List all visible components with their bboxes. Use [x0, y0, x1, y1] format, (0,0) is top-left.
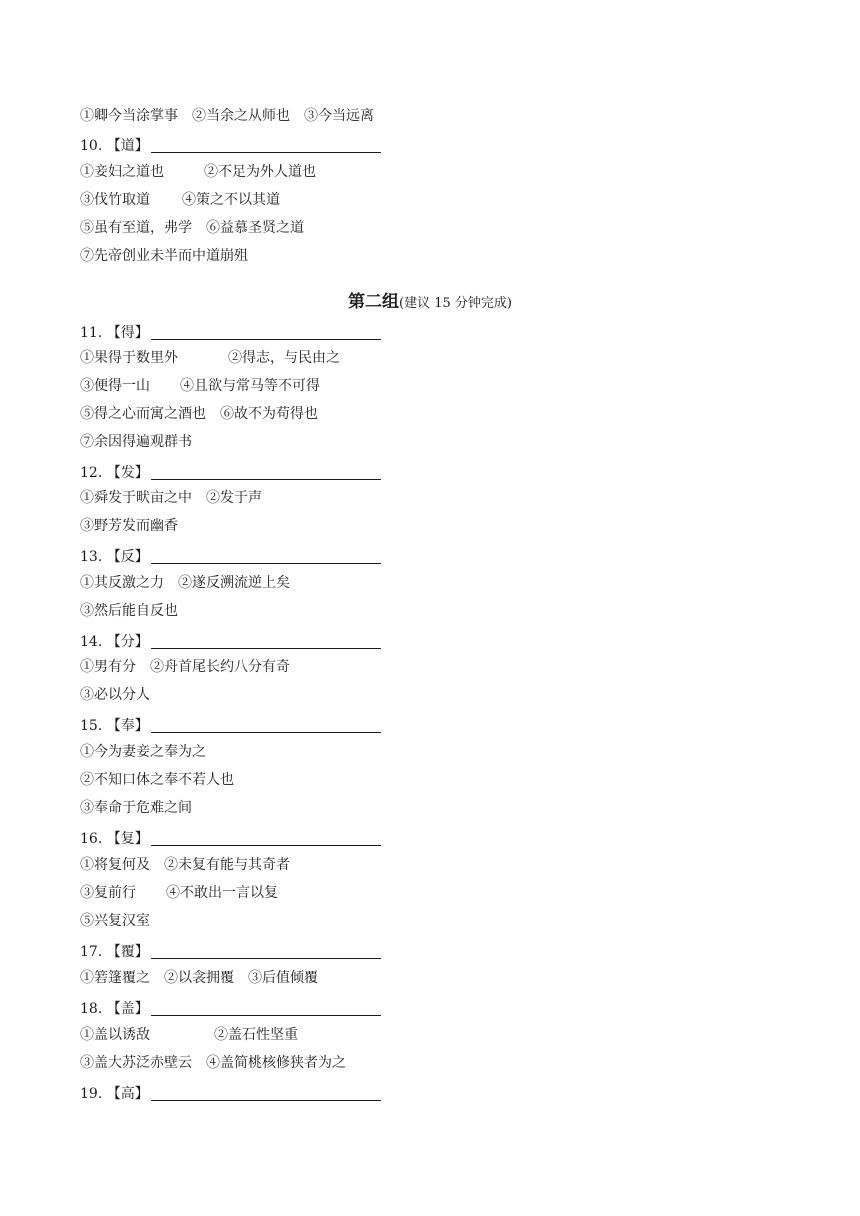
option: ①将复何及	[80, 857, 150, 873]
answer-blank[interactable]	[151, 1086, 381, 1101]
option-line	[80, 405, 332, 423]
option-line	[80, 969, 332, 987]
option: ③奉命于危难之间	[80, 800, 192, 816]
option-line	[80, 489, 276, 507]
question-18-head	[80, 1000, 381, 1018]
option: ①舜发于畎亩之中	[80, 490, 192, 506]
option: ①盖以诱敌	[80, 1027, 150, 1043]
option: ①箬篷覆之	[80, 970, 150, 986]
answer-blank[interactable]	[151, 831, 381, 846]
option-line	[80, 433, 206, 451]
option: ②不足为外人道也	[204, 164, 316, 180]
question-11-head	[80, 324, 381, 342]
option-line	[80, 517, 192, 535]
option: ④且欲与常马等不可得	[180, 378, 320, 394]
option: ③盖大苏泛赤壁云	[80, 1055, 192, 1071]
option-line	[80, 107, 388, 125]
question-label: 11. 【得】	[80, 325, 149, 341]
option: ①今为妻妾之奉为之	[80, 744, 206, 760]
option-line	[80, 349, 354, 367]
question-15-head	[80, 717, 381, 735]
option-line	[80, 686, 164, 704]
answer-blank[interactable]	[151, 634, 381, 649]
option-line	[80, 163, 330, 181]
question-17-head	[80, 943, 381, 961]
option: ⑦先帝创业未半而中道崩殂	[80, 248, 248, 264]
option: ②未复有能与其奇者	[164, 857, 290, 873]
option: ②舟首尾长约八分有奇	[150, 659, 290, 675]
option: ①妾妇之道也	[80, 164, 164, 180]
option: ①男有分	[80, 659, 136, 675]
option: ②得志，与民由之	[228, 350, 340, 366]
option-line	[80, 771, 248, 789]
option: ④策之不以其道	[182, 192, 280, 208]
question-label: 19. 【高】	[80, 1086, 149, 1102]
question-label: 10. 【道】	[80, 138, 149, 154]
option-line	[80, 574, 304, 592]
option: ③野芳发而幽香	[80, 518, 178, 534]
option-line	[80, 247, 262, 265]
answer-blank[interactable]	[151, 549, 381, 564]
option: ③伐竹取道	[80, 192, 150, 208]
section-note: (建议 15 分钟完成)	[399, 296, 512, 311]
option-line	[80, 743, 220, 761]
question-label: 12. 【发】	[80, 465, 149, 481]
answer-blank[interactable]	[151, 138, 381, 153]
option: ①其反激之力	[80, 575, 164, 591]
option: ③复前行	[80, 885, 136, 901]
question-10-head	[80, 137, 381, 155]
option: ⑥故不为苟得也	[220, 406, 318, 422]
option-line	[80, 658, 304, 676]
option-line	[80, 191, 294, 209]
option: ①卿今当涂掌事	[80, 108, 178, 124]
option: ④盖简桃核修狭者为之	[206, 1055, 346, 1071]
option: ③然后能自反也	[80, 603, 178, 619]
option: ③便得一山	[80, 378, 150, 394]
option-line	[80, 1026, 312, 1044]
question-label: 14. 【分】	[80, 634, 149, 650]
option-line	[80, 219, 318, 237]
answer-blank[interactable]	[151, 1001, 381, 1016]
option: ③后值倾覆	[248, 970, 318, 986]
option: ②以衾拥覆	[164, 970, 234, 986]
option-line	[80, 602, 192, 620]
option: ③必以分人	[80, 687, 150, 703]
section-title	[0, 287, 860, 312]
question-label: 15. 【奉】	[80, 718, 149, 734]
option: ④不敢出一言以复	[166, 885, 278, 901]
question-label: 13. 【反】	[80, 549, 149, 565]
option: ②发于声	[206, 490, 262, 506]
answer-blank[interactable]	[151, 325, 381, 340]
question-label: 17. 【覆】	[80, 944, 149, 960]
option-line	[80, 856, 304, 874]
question-14-head	[80, 633, 381, 651]
section-heading: 第二组	[348, 292, 400, 312]
answer-blank[interactable]	[151, 718, 381, 733]
option: ⑤兴复汉室	[80, 913, 150, 929]
question-16-head	[80, 830, 381, 848]
option-line	[80, 884, 292, 902]
question-13-head	[80, 548, 381, 566]
option-line	[80, 799, 206, 817]
option-line	[80, 912, 164, 930]
option: ⑦余因得遍观群书	[80, 434, 192, 450]
option: ⑤得之心而寓之酒也	[80, 406, 206, 422]
option-line	[80, 377, 334, 395]
question-label: 16. 【复】	[80, 831, 149, 847]
question-label: 18. 【盖】	[80, 1001, 149, 1017]
option-line	[80, 1054, 360, 1072]
option: ②遂反溯流逆上矣	[178, 575, 290, 591]
option: ①果得于数里外	[80, 350, 178, 366]
answer-blank[interactable]	[151, 465, 381, 480]
answer-blank[interactable]	[151, 944, 381, 959]
option: ⑥益慕圣贤之道	[206, 220, 304, 236]
question-19-head	[80, 1085, 381, 1103]
option: ②盖石性坚重	[214, 1027, 298, 1043]
option: ③今当远离	[304, 108, 374, 124]
option: ②不知口体之奉不若人也	[80, 772, 234, 788]
option: ②当余之从师也	[192, 108, 290, 124]
question-12-head	[80, 464, 381, 482]
option: ⑤虽有至道，弗学	[80, 220, 192, 236]
